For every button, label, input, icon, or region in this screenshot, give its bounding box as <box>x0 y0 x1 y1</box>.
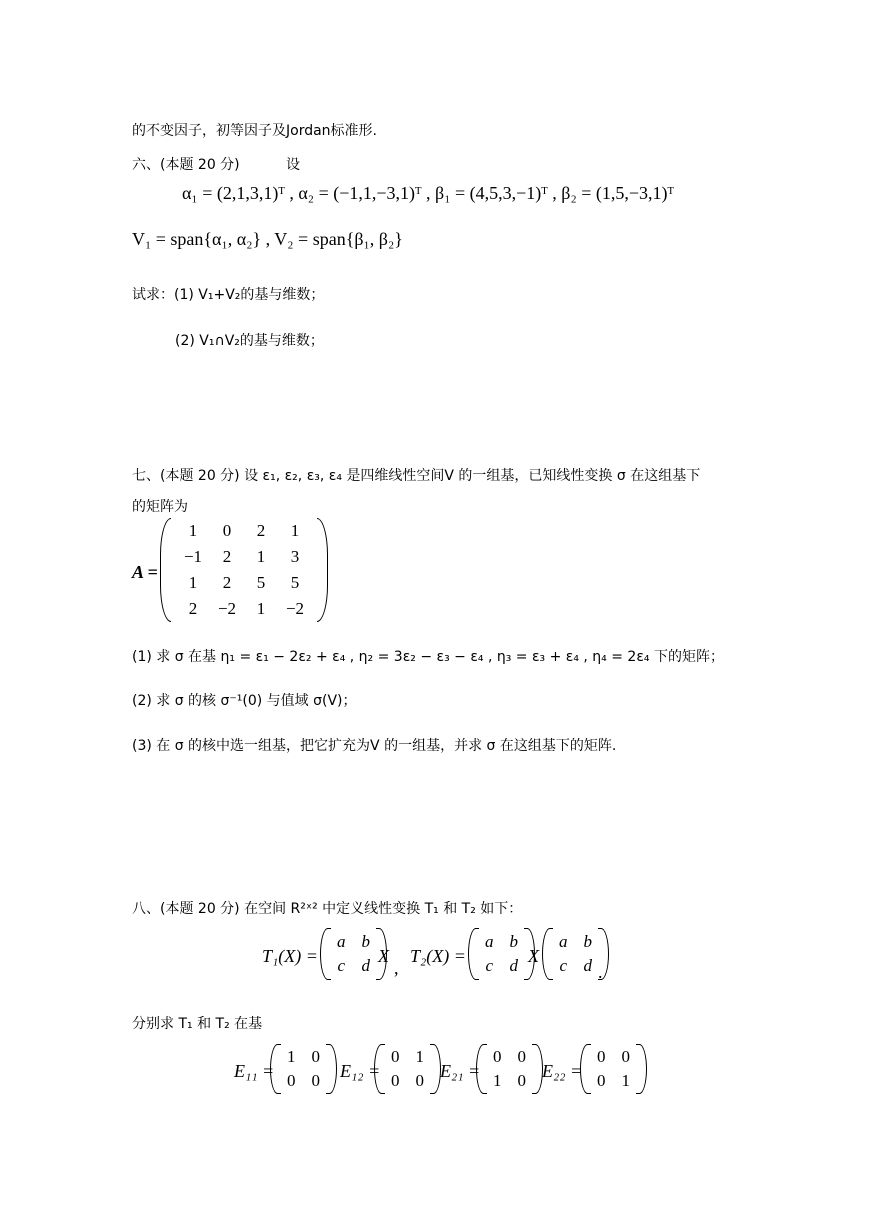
q7-part-2: (2) 求 σ 的核 σ⁻¹(0) 与值域 σ(V)； <box>132 693 357 709</box>
E11-matrix <box>270 1044 337 1094</box>
E12-matrix-cell: 0 <box>391 1047 400 1066</box>
abcd-matrix-cell: d <box>361 956 370 975</box>
matrix-A <box>160 518 328 622</box>
matrix-A-cell: 0 <box>222 521 232 540</box>
matrix-A-cell: 1 <box>188 573 198 592</box>
q8-T2-label: T₂(X) = <box>410 946 466 966</box>
E21-matrix-cell: 0 <box>493 1047 502 1066</box>
E22-label: E₂₂ = <box>542 1061 583 1081</box>
q8-X-1: X <box>378 946 389 966</box>
matrix-A-cell: −2 <box>285 599 305 618</box>
matrix-A-cell: 2 <box>256 521 266 540</box>
matrix-A-cell: −2 <box>217 599 237 618</box>
matrix-A-cell: 3 <box>290 547 300 566</box>
q8-period: . <box>598 962 603 982</box>
abcd-matrix-cell: b <box>583 932 592 951</box>
matrix-A-cell: 5 <box>256 573 266 592</box>
abcd-matrix-cell: d <box>583 956 592 975</box>
abcd-matrix-cell: a <box>559 932 568 951</box>
abcd-matrix-cell: b <box>509 932 518 951</box>
abcd-matrix-cell: c <box>485 956 494 975</box>
q6-lead: 设 <box>286 157 300 173</box>
q7-header: 七、(本题 20 分) 设 ε₁, ε₂, ε₃, ε₄ 是四维线性空间V 的一组基，已知线性变换 σ 在这组基下 <box>132 468 701 484</box>
continuation-line: 的不变因子，初等因子及Jordan标准形. <box>132 123 377 139</box>
E11-matrix-cell: 1 <box>287 1047 296 1066</box>
q7-part-1: (1) 求 σ 在基 η₁ = ε₁ − 2ε₂ + ε₄ , η₂ = 3ε₂ − ε₃ − ε₄ , η₃ = ε₃ + ε₄ , η₄ = 2ε₄ 下的矩阵； <box>132 649 724 665</box>
q6-vectors: α₁ = (2,1,3,1)ᵀ , α₂ = (−1,1,−3,1)ᵀ , β₁ = (4,5,3,−1)ᵀ , β₂ = (1,5,−3,1)ᵀ <box>182 183 675 203</box>
E21-matrix-cell: 0 <box>517 1047 526 1066</box>
q6-ask-1: 试求：(1) V₁+V₂的基与维数； <box>132 287 325 303</box>
E11-matrix-cell: 0 <box>311 1071 320 1090</box>
matrix-A-cell: 2 <box>222 547 232 566</box>
E21-matrix-cell: 1 <box>493 1071 502 1090</box>
matrix-A-cell: 5 <box>290 573 300 592</box>
q8-T1-label: T₁(X) = <box>262 946 318 966</box>
E22-matrix <box>580 1044 647 1094</box>
E22-matrix-cell: 0 <box>621 1047 630 1066</box>
q8-matrix-2 <box>468 928 535 980</box>
q7-header-2: 的矩阵为 <box>132 499 188 515</box>
q6-header: 六、(本题 20 分) <box>132 157 240 173</box>
E11-matrix-cell: 0 <box>287 1071 296 1090</box>
q7-part-3: (3) 在 σ 的核中选一组基，把它扩充为V 的一组基，并求 σ 在这组基下的矩阵. <box>132 738 617 754</box>
abcd-matrix-cell: b <box>361 932 370 951</box>
E11-matrix-cell: 0 <box>311 1047 320 1066</box>
matrix-A-cell: 2 <box>222 573 232 592</box>
abcd-matrix-cell: c <box>559 956 568 975</box>
q8-comma: , <box>394 958 399 978</box>
E12-matrix-cell: 0 <box>415 1071 424 1090</box>
abcd-matrix-cell: a <box>337 932 346 951</box>
abcd-matrix-cell: d <box>509 956 518 975</box>
E12-matrix-cell: 0 <box>391 1071 400 1090</box>
q8-X-2: X <box>528 946 539 966</box>
E21-label: E₂₁ = <box>440 1061 481 1081</box>
matrix-A-cell: 1 <box>290 521 300 540</box>
E22-matrix-cell: 0 <box>597 1071 606 1090</box>
E12-label: E₁₂ = <box>340 1061 381 1081</box>
E21-matrix-cell: 0 <box>517 1071 526 1090</box>
q6-spans: V₁ = span{α₁, α₂} , V₂ = span{β₁, β₂} <box>132 229 403 249</box>
matrix-A-cell: −1 <box>183 547 203 566</box>
q8-ask: 分别求 T₁ 和 T₂ 在基 <box>132 1016 263 1032</box>
E11-label: E₁₁ = <box>234 1061 275 1081</box>
abcd-matrix-cell: c <box>337 956 346 975</box>
matrix-A-label: A = <box>132 562 158 582</box>
E22-matrix-cell: 1 <box>621 1071 630 1090</box>
abcd-matrix-cell: a <box>485 932 494 951</box>
E12-matrix-cell: 1 <box>415 1047 424 1066</box>
q8-header: 八、(本题 20 分) 在空间 R²ˣ² 中定义线性变换 T₁ 和 T₂ 如下： <box>132 901 523 917</box>
q8-matrix-1 <box>320 928 387 980</box>
matrix-A-cell: 2 <box>188 599 198 618</box>
E12-matrix <box>374 1044 441 1094</box>
matrix-A-cell: 1 <box>188 521 198 540</box>
matrix-A-cell: 1 <box>256 547 266 566</box>
matrix-A-cell: 1 <box>256 599 266 618</box>
q6-ask-2: (2) V₁∩V₂的基与维数； <box>175 333 324 349</box>
E22-matrix-cell: 0 <box>597 1047 606 1066</box>
E21-matrix <box>476 1044 543 1094</box>
